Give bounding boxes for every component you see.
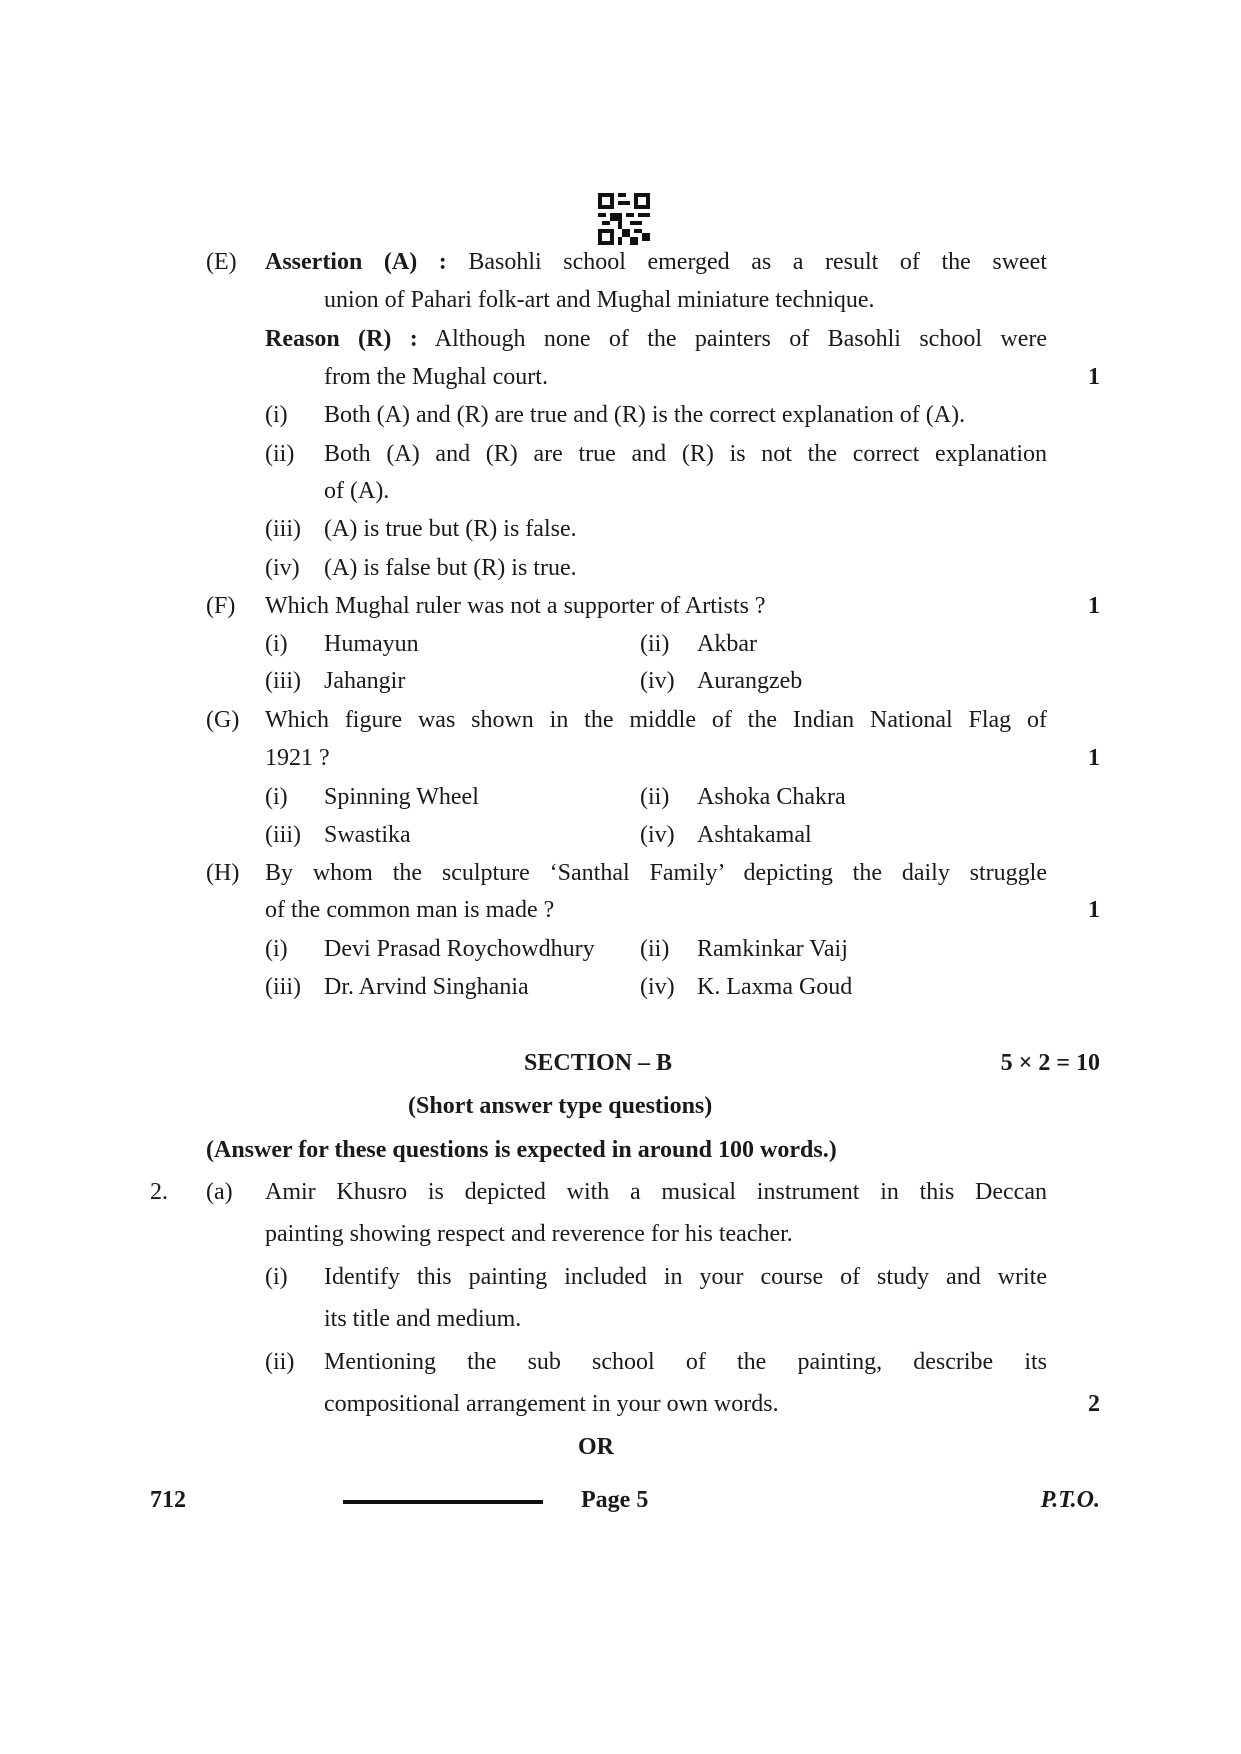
marks: 1 [1088, 593, 1100, 619]
section-title: SECTION – B [524, 1050, 673, 1076]
option-number: (ii) [640, 631, 670, 657]
subquestion-text-cont: compositional arrangement in your own words. [324, 1391, 779, 1417]
question-text-cont: 1921 ? [265, 745, 330, 771]
option-number: (iv) [640, 668, 675, 694]
question-label: (F) [206, 593, 236, 619]
option-text: Ramkinkar Vaij [697, 936, 848, 962]
section-marks: 5 × 2 = 10 [1000, 1050, 1100, 1076]
option-number: (i) [265, 402, 288, 428]
subquestion-number: (i) [265, 1264, 288, 1290]
subquestion-text: Mentioning the sub school of the painting, describe its [324, 1349, 1047, 1375]
option-number: (iv) [640, 974, 675, 1000]
question-text-cont: painting showing respect and reverence for his teacher. [265, 1221, 793, 1247]
option-text-cont: of (A). [324, 478, 390, 504]
section-subtitle: (Short answer type questions) [408, 1093, 713, 1119]
reason-label: Reason (R) : [265, 326, 418, 352]
option-text: Jahangir [324, 668, 406, 694]
option-text: Both (A) and (R) are true and (R) is not the correct explanation [324, 441, 1047, 467]
option-number: (iii) [265, 668, 301, 694]
question-text: Amir Khusro is depicted with a musical instrument in this Deccan [265, 1179, 1047, 1205]
option-number: (ii) [640, 936, 670, 962]
assertion-line [265, 248, 1047, 276]
option-number: (i) [265, 936, 288, 962]
pto-label: P.T.O. [1040, 1487, 1100, 1513]
subquestion-text-cont: its title and medium. [324, 1306, 522, 1332]
question-part: (a) [206, 1179, 233, 1205]
option-number: (i) [265, 631, 288, 657]
marks: 2 [1088, 1391, 1100, 1417]
footer-rule [343, 1500, 543, 1504]
option-text: Dr. Arvind Singhania [324, 974, 529, 1000]
assertion-text: Basohli school emerged as a result of the sweet [468, 249, 1048, 275]
page-number: Page 5 [581, 1487, 649, 1513]
option-number: (iv) [640, 822, 675, 848]
question-text: By whom the sculpture ‘Santhal Family’ depicting the daily struggle [265, 860, 1047, 886]
option-text: Devi Prasad Roychowdhury [324, 936, 595, 962]
option-number: (i) [265, 784, 288, 810]
question-label: (H) [206, 860, 240, 886]
option-number: (iii) [265, 516, 301, 542]
question-text: Which figure was shown in the middle of the Indian National Flag of [265, 707, 1047, 733]
option-text: K. Laxma Goud [697, 974, 853, 1000]
option-text: Ashtakamal [697, 822, 812, 848]
option-number: (ii) [265, 441, 295, 467]
option-text: Ashoka Chakra [697, 784, 846, 810]
or-separator: OR [578, 1434, 614, 1460]
paper-code: 712 [150, 1487, 186, 1513]
option-text: (A) is true but (R) is false. [324, 516, 577, 542]
assertion-label: Assertion (A) : [265, 249, 447, 275]
question-label: (E) [206, 249, 237, 275]
marks: 1 [1088, 745, 1100, 771]
option-number: (iv) [265, 555, 300, 581]
assertion-text-cont: union of Pahari folk-art and Mughal miniature technique. [324, 287, 875, 313]
option-text: (A) is false but (R) is true. [324, 555, 577, 581]
reason-text: Although none of the painters of Basohli school were [434, 326, 1047, 352]
option-text: Both (A) and (R) are true and (R) is the correct explanation of (A). [324, 402, 966, 428]
subquestion-number: (ii) [265, 1349, 295, 1375]
option-text: Spinning Wheel [324, 784, 479, 810]
question-label: (G) [206, 707, 240, 733]
reason-line [265, 325, 1047, 353]
qr-code-icon [598, 192, 650, 246]
question-text: Which Mughal ruler was not a supporter of Artists ? [265, 593, 766, 619]
option-text: Swastika [324, 822, 411, 848]
option-number: (iii) [265, 974, 301, 1000]
option-text: Akbar [697, 631, 757, 657]
marks: 1 [1088, 897, 1100, 923]
question-number: 2. [150, 1179, 168, 1205]
subquestion-text: Identify this painting included in your course of study and write [324, 1264, 1047, 1290]
option-number: (ii) [640, 784, 670, 810]
question-text-cont: of the common man is made ? [265, 897, 555, 923]
marks: 1 [1088, 364, 1100, 390]
option-text: Humayun [324, 631, 419, 657]
reason-text-cont: from the Mughal court. [324, 364, 548, 390]
option-text: Aurangzeb [697, 668, 803, 694]
section-instruction: (Answer for these questions is expected in around 100 words.) [206, 1137, 837, 1163]
option-number: (iii) [265, 822, 301, 848]
